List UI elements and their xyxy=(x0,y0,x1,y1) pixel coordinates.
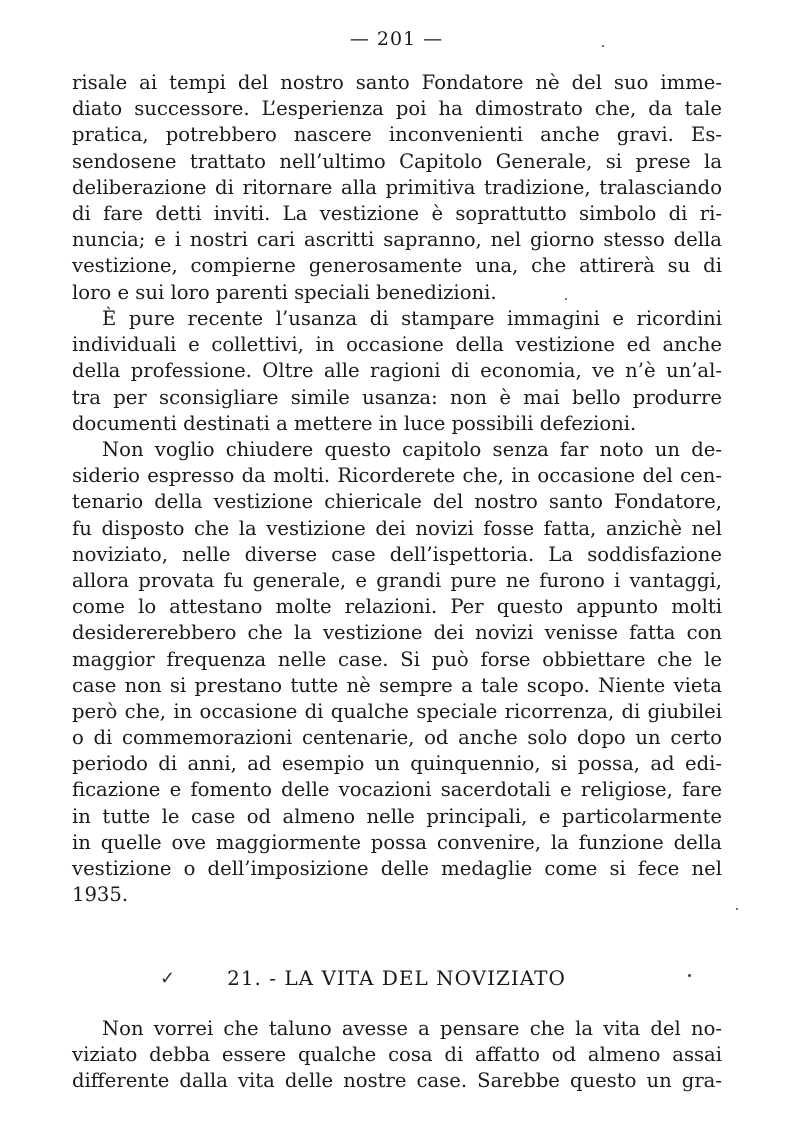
text-line: allora provata fu generale, e grandi pure ne furono i vantaggi, xyxy=(72,568,722,592)
text-line: viziato debba essere qualche cosa di affatto od almeno assai xyxy=(72,1043,722,1067)
text-line: fu disposto che la vestizione dei novizi fosse fatta, anzichè nel xyxy=(72,516,722,540)
text-line: sendosene trattato nell’ultimo Capitolo Generale, si prese la xyxy=(72,149,722,173)
text-line: desidererebbero che la vestizione dei novizi venisse fatta con xyxy=(72,621,722,645)
text-line: tenario della vestizione chiericale del nostro santo Fondatore, xyxy=(72,490,722,514)
text-line: individuali e collettivi, in occasione della vestizione ed anche xyxy=(72,333,722,357)
text-line: siderio espresso da molti. Ricorderete che, in occasione del cen- xyxy=(72,464,722,488)
paragraph-4 xyxy=(72,1016,722,1095)
text-line: maggior frequenza nelle case. Si può forse obbiettare che le xyxy=(72,647,722,671)
ink-speck xyxy=(602,45,604,47)
text-line: loro e sui loro parenti speciali benedizioni. xyxy=(72,280,497,304)
text-line: tra per sconsigliare simile usanza: non è mai bello produrre xyxy=(72,385,722,409)
text-line: Non vorrei che taluno avesse a pensare che la vita del no- xyxy=(102,1017,722,1040)
paragraph-3 xyxy=(72,437,722,908)
text-line: È pure recente l’usanza di stampare immagini e ricordini xyxy=(102,307,722,330)
handwritten-mark-icon: ✓ xyxy=(160,968,177,989)
text-line: di fare detti inviti. La vestizione è soprattutto simbolo di ri- xyxy=(72,201,722,225)
text-line: documenti destinati a mettere in luce possibili defezioni. xyxy=(72,411,637,435)
ink-speck xyxy=(688,974,691,977)
text-line: noviziato, nelle diverse case dell’ispettoria. La soddisfazione xyxy=(72,542,722,566)
text-line: nuncia; e i nostri cari ascritti sapranno, nel giorno stesso della xyxy=(72,228,722,252)
text-line: però che, in occasione di qualche speciale ricorrenza, di giubilei xyxy=(72,699,722,723)
text-line: vestizione, compierne generosamente una, che attirerà su di xyxy=(72,254,722,278)
ink-speck xyxy=(736,908,738,910)
text-line: 1935. xyxy=(72,883,129,907)
text-line: Non voglio chiudere questo capitolo senza far noto un de- xyxy=(102,438,722,461)
paragraph-1 xyxy=(72,70,722,306)
text-line: della professione. Oltre alle ragioni di economia, ve n’è un’al- xyxy=(72,359,722,383)
ink-speck xyxy=(565,298,567,300)
section-heading xyxy=(0,966,793,990)
page-number: — 201 — xyxy=(349,28,444,50)
text-line: in quelle ove maggiormente possa convenire, la funzione della xyxy=(72,830,722,854)
text-line: periodo di anni, ad esempio un quinquennio, si possa, ad edi- xyxy=(72,752,722,776)
text-line: ficazione e fomento delle vocazioni sacerdotali e religiose, fare xyxy=(72,778,722,802)
text-line: pratica, potrebbero nascere inconvenienti anche gravi. Es- xyxy=(72,123,722,147)
text-line: vestizione o dell’imposizione delle medaglie come si fece nel xyxy=(72,857,722,880)
text-line: risale ai tempi del nostro santo Fondatore nè del suo imme- xyxy=(72,71,722,94)
text-line: diato successore. L’esperienza poi ha dimostrato che, da tale xyxy=(72,97,722,121)
text-line: differente dalla vita delle nostre case. Sarebbe questo un gra- xyxy=(72,1069,722,1093)
paragraph-2 xyxy=(72,306,722,437)
text-line: in tutte le case od almeno nelle principali, e particolarmente xyxy=(72,804,722,828)
text-line: case non si prestano tutte nè sempre a tale scopo. Niente vieta xyxy=(72,673,722,697)
text-line: deliberazione di ritornare alla primitiva tradizione, tralasciando xyxy=(72,175,722,199)
section-heading-text: 21. - LA VITA DEL NOVIZIATO xyxy=(227,966,566,990)
text-line: come lo attestano molte relazioni. Per questo appunto molti xyxy=(72,595,722,619)
text-line: o di commemorazioni centenarie, od anche solo dopo un certo xyxy=(72,726,722,750)
